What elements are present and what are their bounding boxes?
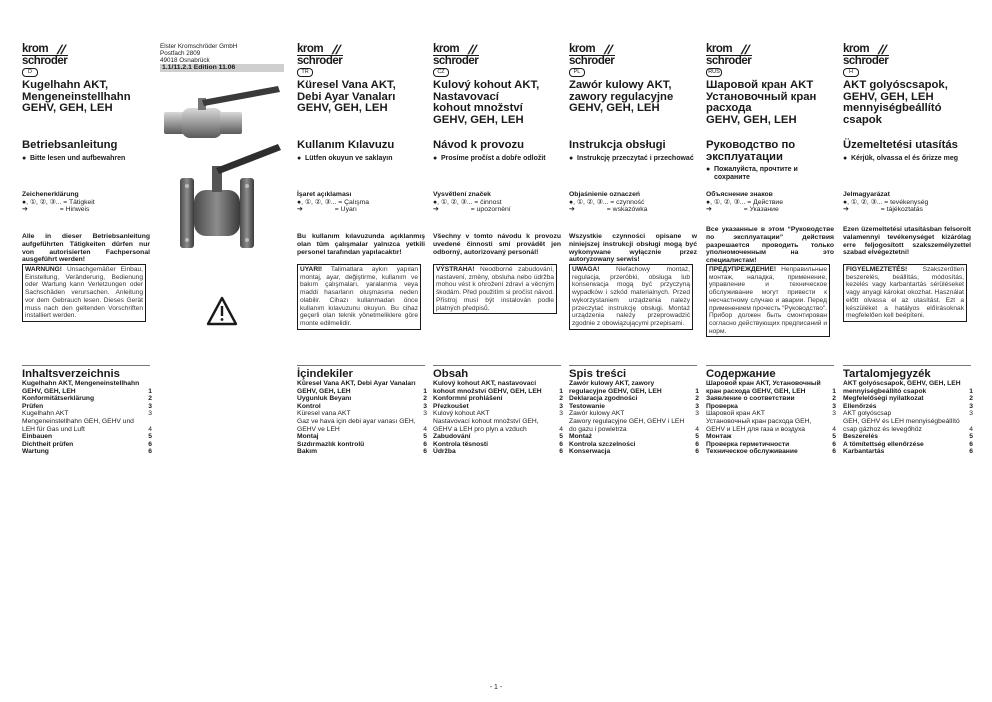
bullet-icon: ● [843, 155, 848, 162]
logo-line2: schroder [843, 55, 889, 67]
bullet-icon: ● [297, 155, 302, 162]
toc-entry-page: 1 [148, 387, 152, 395]
product-title [433, 80, 561, 126]
title-line: GEHV, GEH, LEH [706, 113, 797, 126]
symbol-legend [433, 191, 561, 214]
toc-entry-page: 3 [148, 410, 152, 418]
toc-entry-page: 1 [423, 387, 427, 395]
toc-entry-page: 1 [695, 387, 699, 395]
warning-text: Neodborné zabudování, nastavení, změny, obsluha nebo údržba mohou vést k ohrožení zdraví a věcným škodám. Před použitím si pročíst návod. Přístroj musí být instalován podle platných předpisů. [436, 266, 554, 312]
title-line: Nastavovací [433, 90, 499, 103]
toc-entry[interactable] [297, 403, 427, 411]
language-badge: D [22, 68, 38, 77]
warning-box [433, 264, 557, 314]
toc-entry-label: Údržba [433, 448, 456, 456]
flanged-valve-geh [180, 144, 281, 248]
toc-entry-label: Техническое обслуживание [706, 448, 798, 456]
warning-text: Неправильные монтаж, наладка, применение, управление и техническое обслуживание могут привести к несчастному случаю и аварии. Перед применением прочесть “Руководство”. Прибор должен быть смонтирован согласно действующих предписаний и норм. [709, 266, 827, 335]
warning-box [297, 264, 421, 330]
legend-title: İşaret açıklaması [297, 191, 352, 198]
toc-entry[interactable] [843, 403, 973, 411]
toc-entry-page: 2 [969, 395, 973, 403]
intro-text: Ezen üzemeltetési utasításban felsorolt valamennyi tevékenységet kizárólag erre feljogosított szakszemélyzettel szabad elvégeztetni! [843, 226, 971, 257]
toc-entry-label: Kontrola szczelności [569, 440, 636, 448]
toc-entry-page: 3 [559, 410, 563, 418]
bullet-icon: ● [569, 155, 574, 162]
toc-entry-label: Ellenőrzés [843, 402, 877, 410]
title-line: AKT golyóscsapok, [843, 79, 948, 91]
toc-entry-page: 4 [695, 425, 699, 433]
section-heading: Üzemeltetési utasítás [843, 139, 958, 151]
toc-entry[interactable] [569, 441, 699, 449]
bullet-icon: ● [706, 166, 711, 173]
intro-text: Wszystkie czynności opisane w niniejszej instrukcji obsługi mogą być wykonywane wyłącznie przez autoryzowany serwis! [569, 233, 697, 264]
logo-slash: // [466, 42, 479, 57]
toc-entry-page: 3 [832, 402, 836, 410]
read-notice [706, 166, 834, 183]
toc-entry[interactable] [433, 418, 563, 433]
title-line: расхода [706, 102, 752, 115]
toc-entry[interactable] [706, 395, 836, 403]
toc-entry[interactable] [297, 395, 427, 403]
toc-entry-label: Küresel Vana AKT, Debi Ayar Vanaları GEHV, GEH, LEH [297, 380, 416, 395]
toc-entry-page: 6 [559, 448, 563, 456]
logo-line1: krom [706, 43, 733, 55]
toc-entry[interactable] [843, 433, 973, 441]
toc-entry-label: Kugelhahn AKT [22, 410, 69, 418]
table-of-contents [569, 380, 699, 456]
title-line: Kulový kohout AKT, [433, 79, 540, 91]
logo-line2: schroder [297, 55, 343, 67]
section-heading: Kullanım Kılavuzu [297, 139, 395, 151]
toc-entry[interactable] [297, 433, 427, 441]
toc-entry-label: Шаровой кран AKT [706, 410, 765, 418]
toc-entry[interactable] [843, 380, 973, 395]
toc-entry[interactable] [843, 410, 973, 418]
title-line: Debi Ayar Vanaları [297, 90, 396, 103]
toc-entry-label: Kulový kohout AKT, nastavovací kohout množství GEHV, GEH, LEH [433, 380, 542, 395]
toc-entry[interactable] [297, 418, 427, 433]
toc-entry[interactable] [843, 395, 973, 403]
toc-entry-label: AKT golyóscsapok, GEHV, GEH, LEH mennyiségbeállító csapok [843, 380, 961, 395]
title-line: Установочный кран [706, 90, 817, 103]
kromschroder-logo [843, 44, 913, 78]
toc-entry-page: 2 [559, 395, 563, 403]
legend-title: Объяснение знаков [706, 191, 773, 198]
language-badge: PL [569, 68, 585, 77]
legend-row: ➔ = tájékoztatás [843, 206, 923, 214]
toc-entry[interactable] [569, 380, 699, 395]
toc-entry-label: Konformitätserklärung [22, 395, 95, 403]
toc-entry-label: Gaz ve hava için debi ayar vanası GEH, GEHV ve LEH [297, 417, 416, 433]
toc-entry-page: 3 [695, 402, 699, 410]
legend-title: Objaśnienie oznaczeń [569, 191, 641, 198]
address-line: Postfach 2809 [160, 49, 201, 57]
warning-label: FIGYELMEZTETÉS! [846, 266, 908, 273]
table-of-contents [706, 380, 836, 456]
legend-row: ●, ①, ②, ③... = Tätigkeit [22, 198, 95, 206]
toc-entry-label: Einbauen [22, 433, 53, 441]
warning-text: Talimatlara aykırı yapılan montaj, ayar, değiştirme, kullanım ve bakım çalışmaları, yaralanma veya maddi hasarların oluşmasına neden olabilir. Cihazı kullanmadan önce kullanım kılavuzunu okuyun. Bu cihaz geçerli olan teknik yönetmeliklere göre monte edilmelidir. [300, 266, 418, 327]
product-title [297, 80, 425, 115]
legend-title: Vysvětlení značek [433, 191, 491, 198]
legend-row: ●, ①, ②, ③... = Çalışma [297, 198, 370, 206]
company-address [160, 44, 237, 64]
toc-entry[interactable] [433, 433, 563, 441]
toc-entry[interactable] [22, 403, 152, 411]
read-notice-text: Instrukcję przeczytać i przechować [577, 155, 694, 162]
logo-line1: krom [22, 43, 49, 55]
title-line: Küresel Vana AKT, [297, 79, 396, 91]
legend-row: ➔ = upozornění [433, 206, 511, 214]
toc-entry-page: 6 [832, 440, 836, 448]
toc-entry[interactable] [843, 418, 973, 433]
legend-row: ➔ = wskazówka [569, 206, 648, 214]
legend-row: ●, ①, ②, ③... = czynność [569, 198, 645, 206]
logo-line2: schroder [433, 55, 479, 67]
toc-entry-label: Zawory regulacyjne GEH, GEHV i LEH do gazu i powietrza [569, 417, 685, 433]
title-line: GEHV, GEH, LEH [433, 113, 524, 126]
toc-entry-page: 5 [695, 433, 699, 441]
toc-entry[interactable] [569, 410, 699, 418]
section-heading: Návod k provozu [433, 139, 525, 151]
table-of-contents [297, 380, 427, 456]
toc-entry-label: Uygunluk Beyanı [297, 395, 352, 403]
kromschroder-logo [297, 44, 367, 78]
toc-entry[interactable] [433, 403, 563, 411]
language-badge: TR [297, 68, 313, 77]
warning-label: VÝSTRAHA! [436, 266, 475, 273]
table-of-contents [22, 380, 152, 456]
page-number: - 1 - [489, 684, 503, 691]
toc-entry[interactable] [843, 441, 973, 449]
toc-entry-page: 3 [559, 402, 563, 410]
toc-entry-label: Montaj [297, 433, 319, 441]
toc-entry-page: 3 [695, 410, 699, 418]
title-line: Kugelhahn AKT, [22, 79, 109, 91]
toc-entry[interactable] [569, 403, 699, 411]
toc-entry-page: 3 [423, 410, 427, 418]
logo-line2: schroder [22, 55, 68, 67]
toc-entry-page: 2 [695, 395, 699, 403]
toc-entry[interactable] [706, 410, 836, 418]
toc-entry-page: 4 [969, 425, 973, 433]
edition-bar: 1.1/11.2.1 Edition 11.06 [160, 64, 284, 72]
toc-entry[interactable] [297, 410, 427, 418]
toc-entry-label: Mengeneinstellhahn GEH, GEHV und LEH für Gas und Luft [22, 417, 134, 433]
section-heading: Руководство по эксплуатации [706, 139, 796, 163]
warning-label: UWAGA! [572, 266, 600, 273]
toc-entry-label: Проверка [706, 402, 738, 410]
toc-entry-label: Шаровой кран AKT, Установочный кран расхода GEHV, GEH, LEH [706, 380, 821, 395]
read-notice-text: Prosíme pročíst a dobře odložit [441, 155, 546, 162]
toc-entry-label: Заявление о соответствии [706, 395, 795, 403]
title-line: GEHV, GEH, LEH [843, 90, 934, 103]
kromschroder-logo [569, 44, 639, 78]
logo-line1: krom [843, 43, 870, 55]
warning-box [706, 264, 830, 337]
kromschroder-logo [706, 44, 776, 78]
toc-entry-page: 6 [832, 448, 836, 456]
toc-entry[interactable] [433, 410, 563, 418]
title-line: Zawór kulowy AKT, [569, 79, 672, 91]
toc-entry-page: 5 [148, 433, 152, 441]
legend-row: ➔ = Uyarı [297, 206, 357, 214]
toc-entry-label: Přezkoušet [433, 402, 469, 410]
toc-entry-page: 3 [148, 402, 152, 410]
toc-entry[interactable] [297, 441, 427, 449]
product-title [22, 80, 150, 115]
toc-entry[interactable] [433, 395, 563, 403]
logo-line1: krom [569, 43, 596, 55]
intro-text: Bu kullanım kılavuzunda açıklanmış olan tüm çalışmalar yalnızca yetkili personel tarafından yapılacaktır! [297, 233, 425, 256]
toc-entry[interactable] [22, 448, 152, 456]
logo-slash: // [330, 42, 343, 57]
toc-entry-page: 5 [559, 433, 563, 441]
toc-entry-page: 4 [148, 425, 152, 433]
toc-entry-label: Монтаж [706, 433, 732, 441]
logo-slash: // [602, 42, 615, 57]
title-line: GEHV, GEH, LEH [297, 102, 388, 115]
section-heading: Betriebsanleitung [22, 139, 118, 151]
toc-entry-label: Wartung [22, 448, 49, 456]
read-notice [433, 155, 561, 163]
toc-entry-page: 1 [832, 387, 836, 395]
address-line: Elster Kromschröder GmbH [160, 43, 238, 50]
toc-entry-label: Küresel vana AKT [297, 410, 351, 418]
logo-line1: krom [297, 43, 324, 55]
product-title [706, 80, 834, 126]
legend-row: ➔ = Hinweis [22, 206, 90, 214]
toc-entry-page: 2 [423, 395, 427, 403]
toc-entry-label: Проверка герметичности [706, 440, 790, 448]
toc-entry-page: 6 [559, 440, 563, 448]
toc-entry-page: 3 [969, 410, 973, 418]
toc-entry-page: 3 [423, 402, 427, 410]
toc-entry[interactable] [706, 448, 836, 456]
table-of-contents [843, 380, 973, 456]
language-badge: RUS [706, 68, 722, 77]
legend-row: ●, ①, ②, ③... = tevékenység [843, 198, 929, 206]
toc-entry-label: AKT golyóscsap [843, 410, 892, 418]
toc-title: Spis treści [569, 365, 697, 380]
bullet-icon: ● [22, 155, 27, 162]
title-line: csapok [843, 113, 882, 126]
toc-entry-page: 6 [423, 448, 427, 456]
read-notice [843, 155, 971, 163]
logo-line2: schroder [569, 55, 615, 67]
toc-entry-page: 6 [148, 440, 152, 448]
toc-entry-label: Zabudování [433, 433, 471, 441]
valve-product-photo [160, 78, 284, 258]
logo-slash: // [876, 42, 889, 57]
toc-entry-label: Testowanie [569, 402, 605, 410]
toc-entry-label: Zawór kulowy AKT [569, 410, 625, 418]
toc-entry-label: Kugelhahn AKT, Mengeneinstellhahn GEHV, GEH, LEH [22, 380, 140, 395]
warning-text: Niefachowy montaż, regulacja, przeróbki, obsługa lub konserwacja mogą być przyczyną wypadków i szkód materialnych. Przed wykorzystaniem urządzenia należy przeczytać instrukcję obsługi. Montaż urządzenia należy przeprowadzić zgodnie z obowiązującymi przepisami. [572, 266, 690, 327]
legend-row: ●, ①, ②, ③... = Действие [706, 198, 784, 206]
toc-entry-page: 5 [832, 433, 836, 441]
toc-entry-label: GEH, GEHV és LEH mennyiségbeállító csap gázhoz és levegőhöz [843, 417, 960, 433]
warning-box [22, 264, 146, 322]
toc-entry-page: 6 [148, 448, 152, 456]
legend-title: Jelmagyarázat [843, 191, 890, 198]
toc-entry-label: Deklaracja zgodności [569, 395, 638, 403]
toc-title: İçindekiler [297, 365, 425, 380]
toc-entry-label: Zawór kulowy AKT, zawory regulacyjne GEHV, GEH, LEH [569, 380, 662, 395]
toc-entry-page: 3 [832, 410, 836, 418]
toc-entry-page: 2 [148, 395, 152, 403]
toc-entry-page: 6 [969, 448, 973, 456]
logo-slash: // [739, 42, 752, 57]
title-line: Шаровой кран AKT [706, 79, 814, 91]
toc-entry[interactable] [22, 395, 152, 403]
title-line: mennyiségbeállító [843, 102, 942, 115]
toc-entry-label: Konserwacja [569, 448, 611, 456]
toc-title: Содержание [706, 365, 834, 380]
title-line: GEHV, GEH, LEH [22, 102, 113, 115]
title-line: kohout množství [433, 102, 523, 115]
toc-entry[interactable] [433, 448, 563, 456]
product-title [843, 80, 971, 126]
toc-entry-label: Nastavovací kohout množství GEH, GEHV a LEH pro plyn a vzduch [433, 417, 539, 433]
warning-box [843, 264, 967, 322]
language-badge: H [843, 68, 859, 77]
toc-entry[interactable] [843, 448, 973, 456]
toc-entry[interactable] [569, 433, 699, 441]
toc-entry-page: 6 [695, 440, 699, 448]
toc-entry-page: 5 [969, 433, 973, 441]
toc-entry-page: 2 [832, 395, 836, 403]
toc-entry-label: Megfelelőségi nyilatkozat [843, 395, 924, 403]
warning-label: UYARI! [300, 266, 323, 273]
toc-entry-page: 5 [423, 433, 427, 441]
logo-line1: krom [433, 43, 460, 55]
warning-box [569, 264, 693, 330]
intro-text: Všechny v tomto návodu k provozu uvedené činnosti smí provádět jen odborný, autorizovaný personál! [433, 233, 561, 256]
toc-entry[interactable] [569, 448, 699, 456]
toc-entry[interactable] [433, 380, 563, 395]
toc-entry[interactable] [569, 418, 699, 433]
toc-entry-page: 1 [559, 387, 563, 395]
symbol-legend [843, 191, 971, 214]
toc-entry-label: Konformní prohlášení [433, 395, 503, 403]
section-heading: Instrukcja obsługi [569, 139, 666, 151]
legend-row: ●, ①, ②, ③... = činnost [433, 198, 502, 206]
warning-triangle-icon [160, 264, 284, 356]
toc-entry[interactable] [706, 380, 836, 395]
toc-entry-label: Sızdırmazlık kontrolü [297, 440, 365, 448]
toc-entry-label: Montaż [569, 433, 593, 441]
symbol-legend [297, 191, 425, 214]
toc-entry[interactable] [297, 448, 427, 456]
toc-entry-label: Karbantartás [843, 448, 885, 456]
title-line: Mengeneinstellhahn [22, 90, 131, 103]
toc-entry[interactable] [569, 395, 699, 403]
symbol-legend [22, 191, 150, 214]
toc-entry-label: Установочный кран расхода GEH, GEHV и LEH для газа и воздуха [706, 417, 812, 433]
ball-valve-akt [164, 86, 280, 138]
toc-entry[interactable] [22, 418, 152, 433]
warning-label: ПРЕДУПРЕЖДЕНИЕ! [709, 266, 777, 273]
warning-text: Unsachgemäßer Einbau, Einstellung, Veränderung, Bedienung oder Wartung kann Verletzungen oder Sachschäden verursachen. Anleitung vor dem Gebrauch lesen. Dieses Gerät muss nach den geltenden Vorschriften installiert werden. [25, 266, 143, 320]
read-notice-text: Пожалуйста, прочтите и сохраните [714, 166, 798, 182]
toc-entry-label: Bakım [297, 448, 318, 456]
toc-entry-page: 4 [832, 425, 836, 433]
toc-entry-page: 1 [969, 387, 973, 395]
toc-title: Obsah [433, 365, 561, 380]
title-line: zawory regulacyjne [569, 90, 674, 103]
toc-entry[interactable] [706, 433, 836, 441]
toc-entry-page: 6 [423, 440, 427, 448]
warning-text: Szakszerűtlen beszerelés, beállítás, módosítás, kezelés vagy karbantartás sérüléseket vagy anyagi károkat okozhat. Használat előtt olvassa el az utasítást. Ezt a készüléket a hatályos előírásoknak megfelelően kell beépíteni. [846, 266, 964, 320]
read-notice-text: Lütfen okuyun ve saklayın [305, 155, 393, 162]
toc-entry-label: Dichtheit prüfen [22, 440, 74, 448]
logo-line2: schroder [706, 55, 752, 67]
toc-entry-page: 6 [969, 440, 973, 448]
legend-title: Zeichenerklärung [22, 191, 79, 198]
read-notice [297, 155, 425, 163]
language-badge: CZ [433, 68, 449, 77]
toc-entry[interactable] [706, 418, 836, 433]
table-of-contents [433, 380, 563, 456]
read-notice-text: Bitte lesen und aufbewahren [30, 155, 126, 162]
kromschroder-logo [22, 44, 92, 78]
kromschroder-logo [433, 44, 503, 78]
toc-title: Inhaltsverzeichnis [22, 365, 150, 380]
symbol-legend [706, 191, 834, 214]
toc-entry-page: 3 [969, 402, 973, 410]
toc-entry-label: Kontrola těsnosti [433, 440, 488, 448]
product-title [569, 80, 697, 115]
toc-entry-page: 4 [423, 425, 427, 433]
logo-slash: // [55, 42, 68, 57]
bullet-icon: ● [433, 155, 438, 162]
toc-entry-label: Kulový kohout AKT [433, 410, 490, 418]
toc-title: Tartalomjegyzék [843, 365, 971, 380]
toc-entry-label: Prüfen [22, 402, 44, 410]
read-notice [22, 155, 150, 163]
read-notice [569, 155, 697, 163]
toc-entry[interactable] [22, 410, 152, 418]
toc-entry-label: Kontrol [297, 402, 321, 410]
toc-entry[interactable] [297, 380, 427, 395]
title-line: GEHV, GEH, LEH [569, 102, 660, 115]
toc-entry[interactable] [22, 380, 152, 395]
toc-entry-page: 6 [695, 448, 699, 456]
warning-label: WARNUNG! [25, 266, 62, 273]
symbol-legend [569, 191, 697, 214]
read-notice-text: Kérjük, olvassa el és őrizze meg [851, 155, 958, 162]
address-line: 49018 Osnabrück [160, 56, 210, 64]
toc-entry[interactable] [22, 433, 152, 441]
toc-entry-label: Beszerelés [843, 433, 878, 441]
intro-text: Alle in dieser Betriebsanleitung aufgeführten Tätigkeiten dürfen nur von autorisierten Fachpersonal ausgeführt werden! [22, 233, 150, 264]
intro-text: Все указанные в этом “Руководстве по эксплуатации” действия разрешается проводить только уполномоченным на это специалистам! [706, 226, 834, 265]
toc-entry-label: A tömítettség ellenőrzése [843, 440, 924, 448]
toc-entry-page: 4 [559, 425, 563, 433]
legend-row: ➔ = Указание [706, 206, 779, 214]
toc-entry[interactable] [22, 441, 152, 449]
